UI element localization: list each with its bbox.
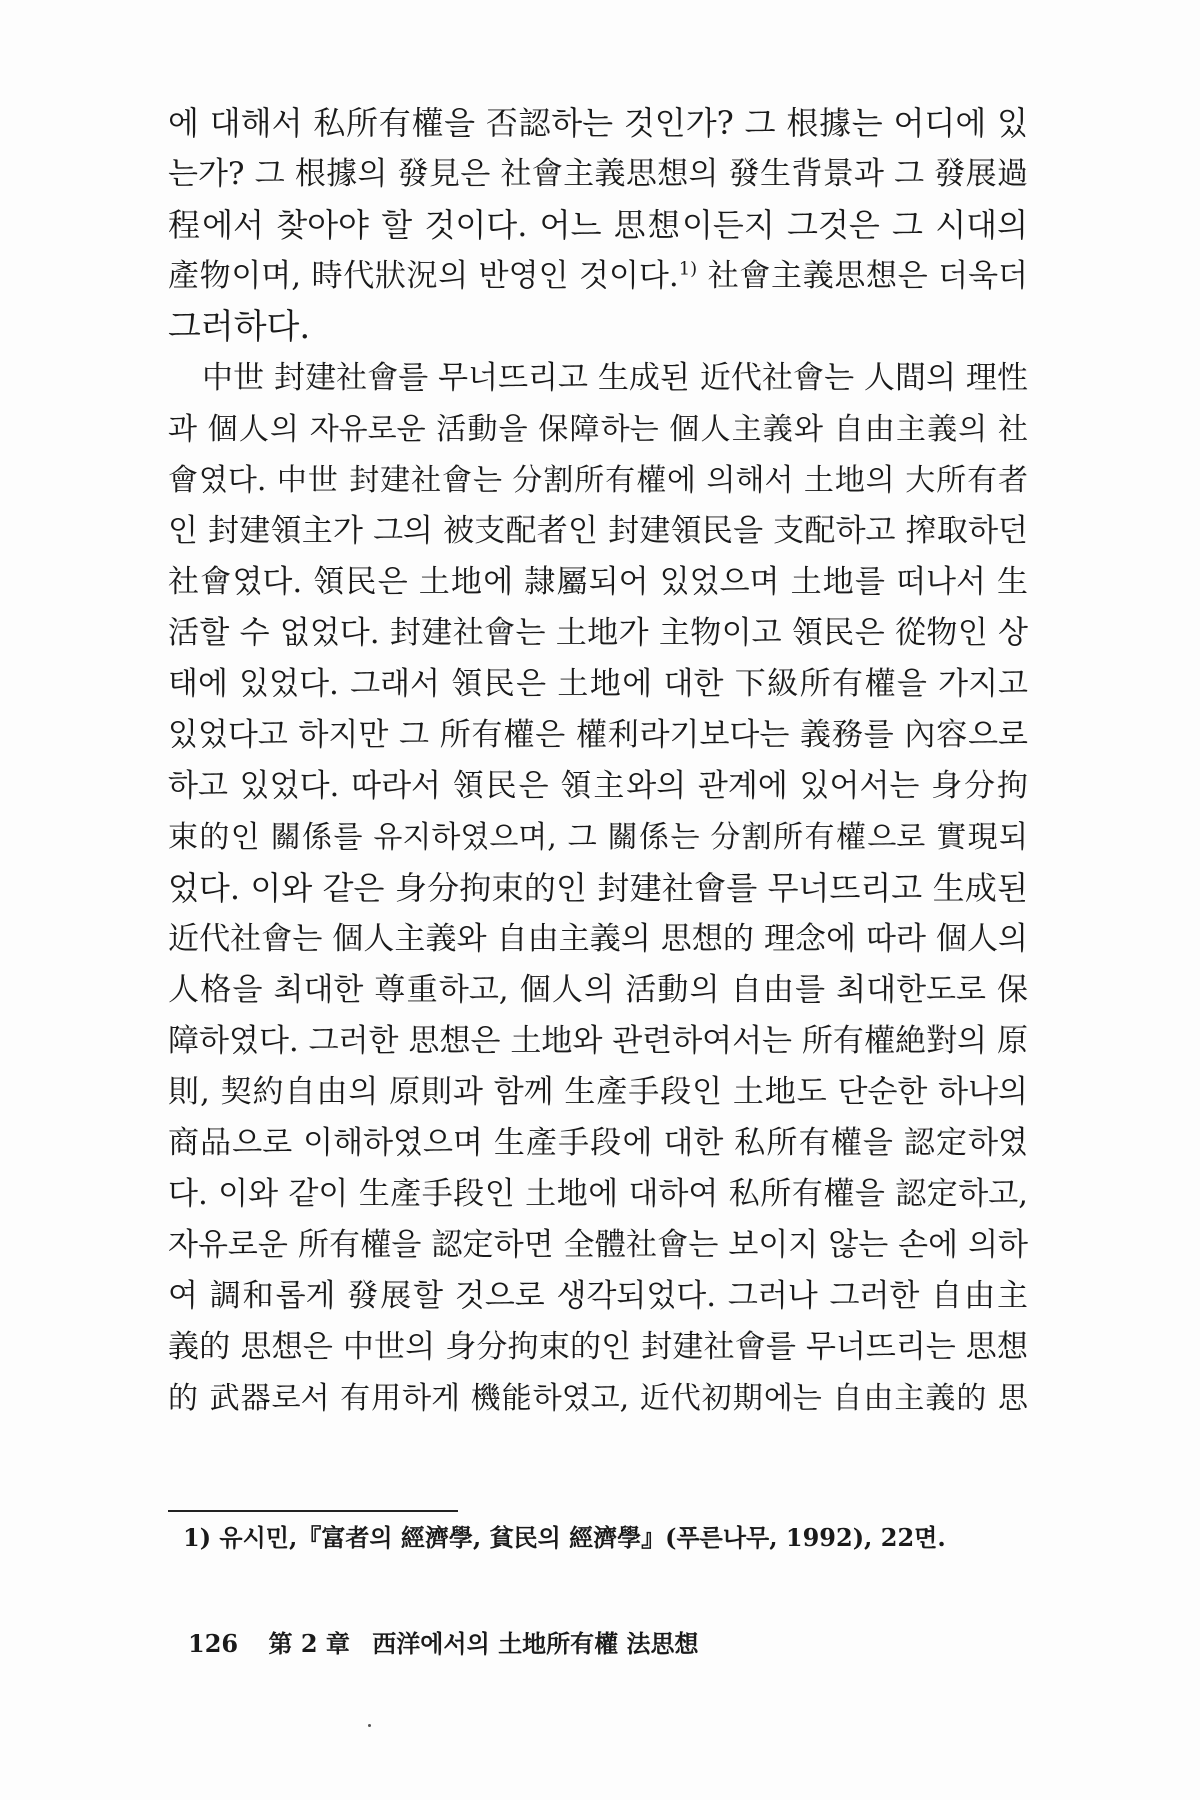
footnote-divider — [168, 1510, 458, 1512]
body-line-24: 여 調和롭게 發展할 것으로 생각되었다. 그러나 그러한 自由主 — [168, 1278, 1028, 1314]
body-line-26: 的 武器로서 有用하게 機能하였고, 近代初期에는 自由主義的 思 — [168, 1381, 1028, 1416]
body-line-18: 人格을 최대한 尊重하고, 個人의 活動의 自由를 최대한도로 保 — [168, 972, 1028, 1008]
body-text — [168, 98, 1028, 1424]
body-line-21: 商品으로 이해하였으며 生產手段에 대한 私所有權을 認定하였 — [168, 1125, 1028, 1161]
body-line-16: 었다. 이와 같은 身分拘束的인 封建社會를 무너뜨리고 生成된 — [168, 869, 1028, 907]
footnote-reference-mark[interactable]: 1) — [678, 258, 698, 280]
page-footer — [188, 1628, 699, 1660]
body-line-4-head: 產物이며, 時代狀況의 반영인 것이다. — [168, 258, 679, 294]
body-line-20: 則, 契約自由의 原則과 함께 生產手段인 土地도 단순한 하나의 — [168, 1074, 1028, 1110]
body-line-7: 과 個人의 자유로운 活動을 保障하는 個人主義와 自由主義의 社 — [168, 412, 1028, 447]
body-line-4 — [168, 251, 1028, 302]
footnote: 1) 유시민,『富者의 經濟學, 貧民의 經濟學』(푸른나무, 1992), 22면. — [183, 1523, 946, 1552]
body-line-8: 會였다. 中世 封建社會는 分割所有權에 의해서 土地의 大所有者 — [168, 463, 1028, 498]
body-line-11: 活할 수 없었다. 封建社會는 土地가 主物이고 領民은 從物인 상 — [168, 615, 1028, 651]
body-line-22: 다. 이와 같이 生產手段인 土地에 대하여 私所有權을 認定하고, — [168, 1176, 1028, 1212]
body-line-10: 社會였다. 領民은 土地에 隷屬되어 있었으며 土地를 떠나서 生 — [168, 564, 1028, 600]
page-number: 126 — [188, 1629, 239, 1658]
body-line-1: 에 대해서 私所有權을 否認하는 것인가? 그 根據는 어디에 있 — [168, 104, 1028, 142]
body-line-19: 障하였다. 그러한 思想은 土地와 관련하여서는 所有權絶對의 原 — [168, 1023, 1028, 1059]
body-line-13: 있었다고 하지만 그 所有權은 權利라기보다는 義務를 內容으로 — [168, 717, 1028, 753]
body-line-17: 近代社會는 個人主義와 自由主義의 思想的 理念에 따라 個人의 — [168, 921, 1028, 957]
chapter-title: 西洋에서의 土地所有權 法思想 — [372, 1629, 699, 1658]
chapter-label: 第 2 章 — [268, 1629, 350, 1658]
body-line-5: 그러하다. — [168, 307, 311, 347]
body-line-23: 자유로운 所有權을 認定하면 全體社會는 보이지 않는 손에 의하 — [168, 1227, 1028, 1263]
body-line-4-tail: 社會主義思想은 더욱더 — [707, 258, 1028, 294]
body-line-15: 束的인 關係를 유지하였으며, 그 關係는 分割所有權으로 實現되 — [168, 820, 1028, 855]
body-line-9: 인 封建領主가 그의 被支配者인 封建領民을 支配하고 搾取하던 — [168, 513, 1028, 549]
body-line-25: 義的 思想은 中世의 身分拘束的인 封建社會를 무너뜨리는 思想 — [168, 1329, 1028, 1365]
body-line-6: 中世 封建社會를 무너뜨리고 生成된 近代社會는 人間의 理性 — [202, 360, 1028, 396]
body-line-3: 程에서 찾아야 할 것이다. 어느 思想이든지 그것은 그 시대의 — [168, 206, 1028, 244]
body-line-14: 하고 있었다. 따라서 領民은 領主와의 관계에 있어서는 身分拘 — [168, 768, 1028, 804]
body-line-2: 는가? 그 根據의 發見은 社會主義思想의 發生背景과 그 發展過 — [168, 156, 1028, 192]
body-line-12: 태에 있었다. 그래서 領民은 土地에 대한 下級所有權을 가지고 — [168, 666, 1028, 702]
scan-speck — [368, 1724, 371, 1727]
